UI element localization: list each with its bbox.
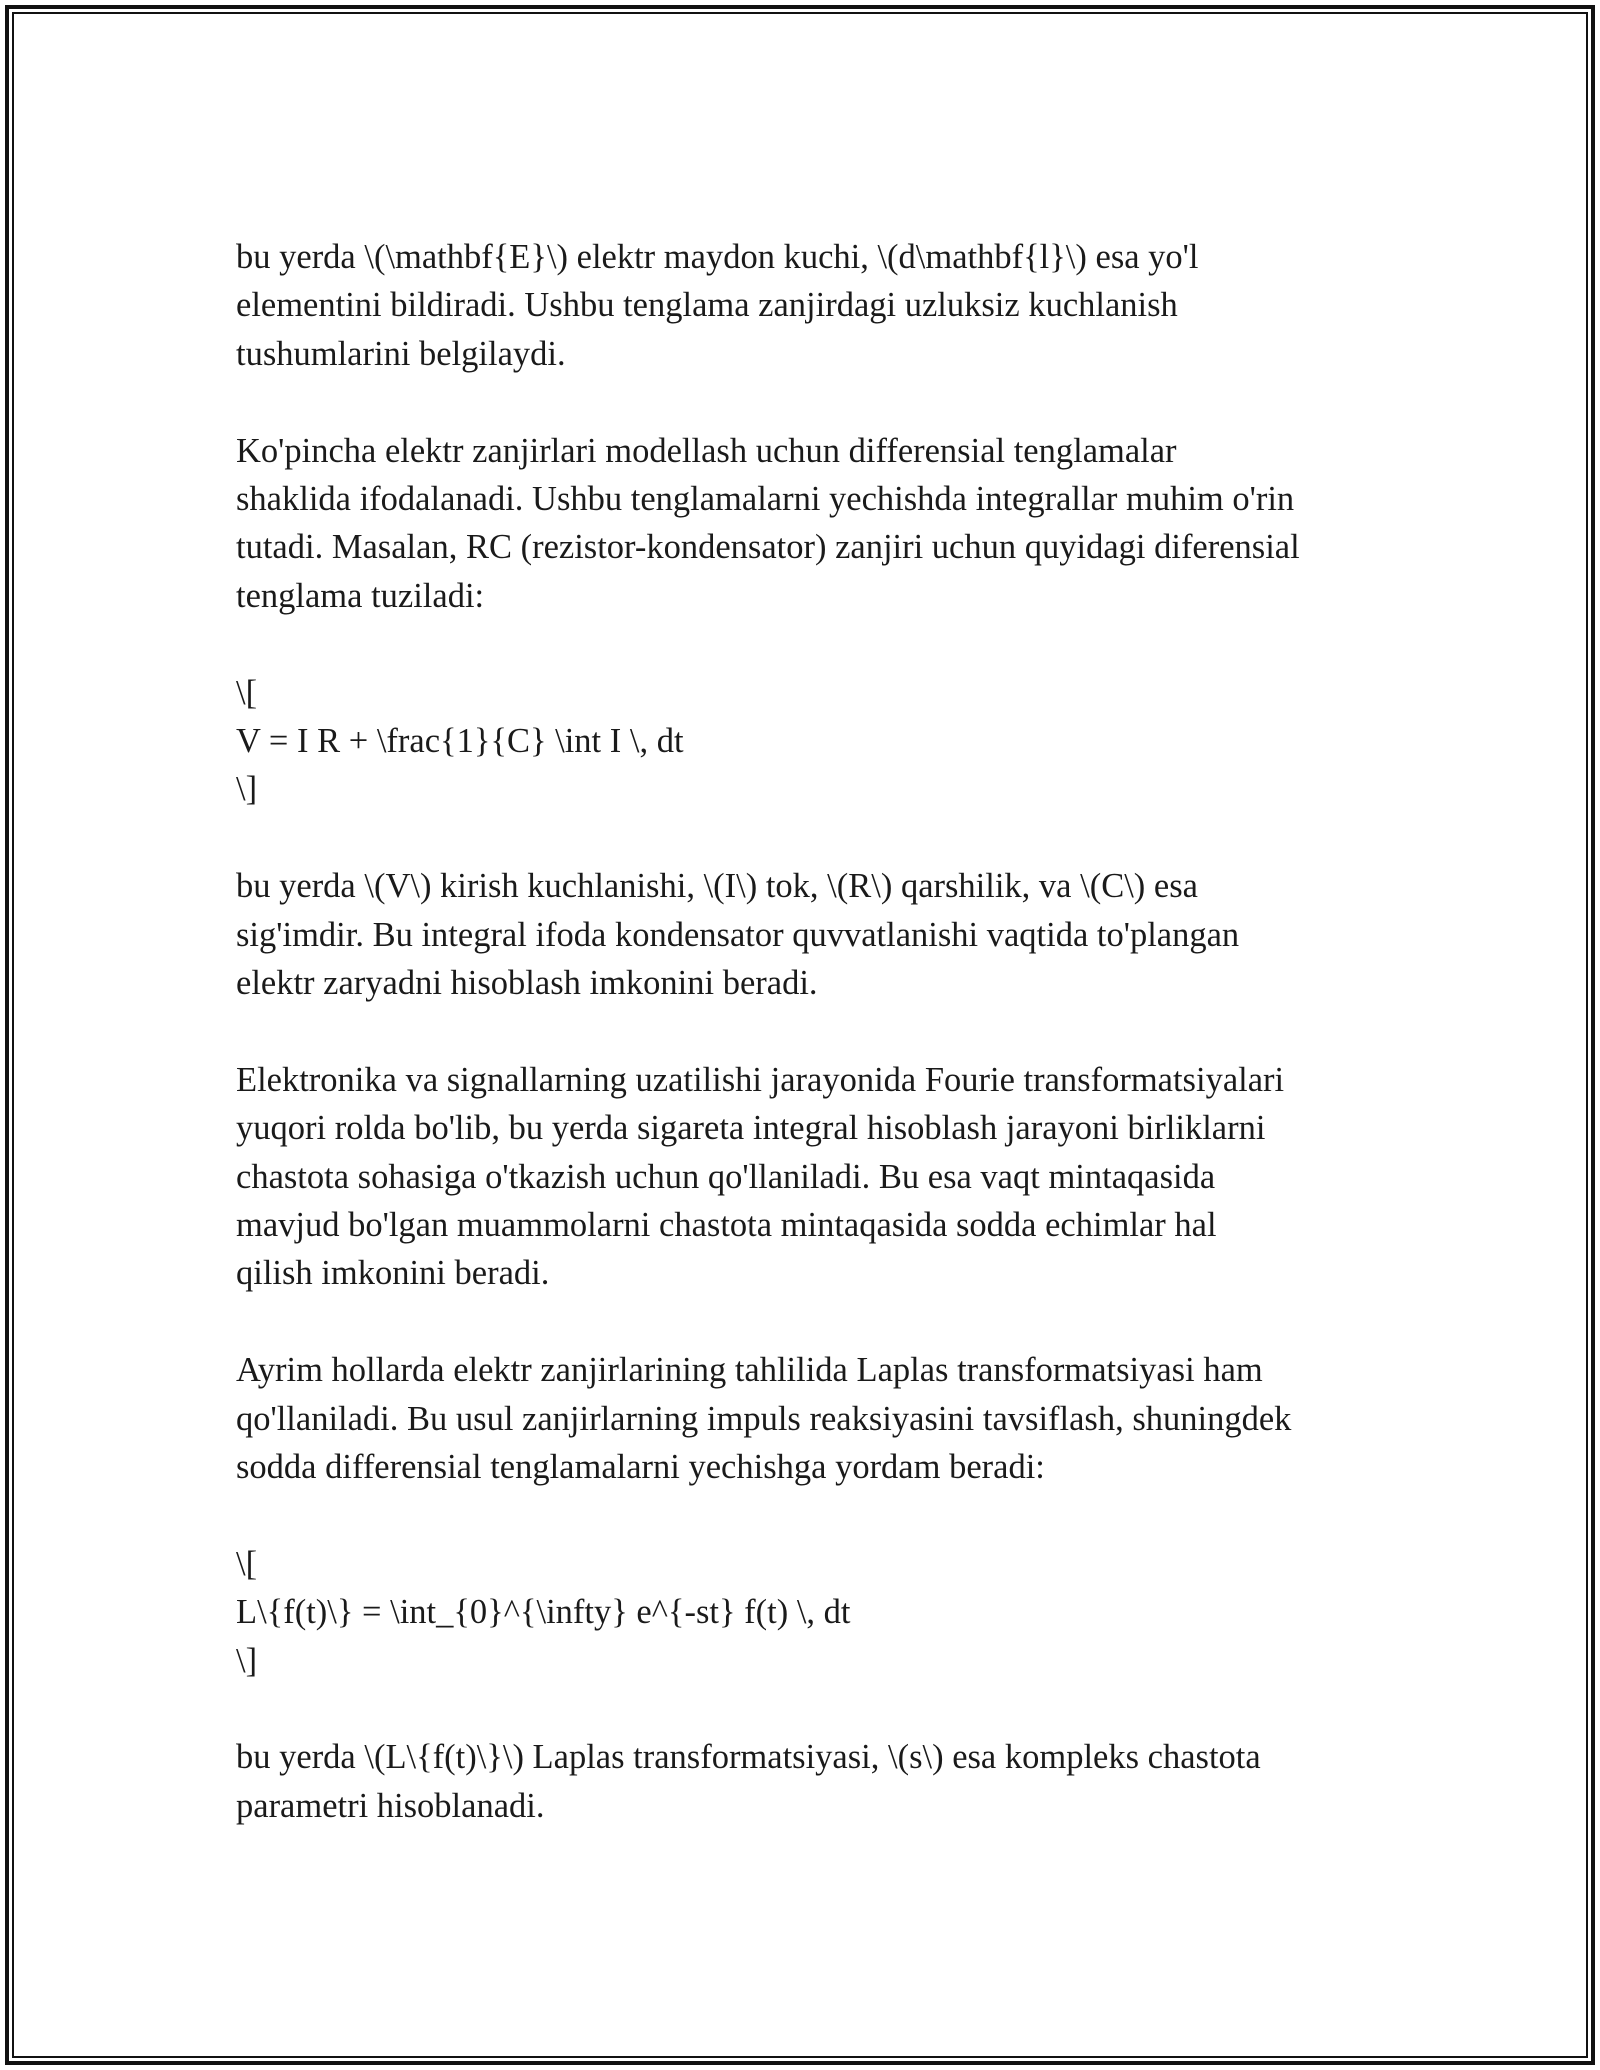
- paragraph-differential-equations: [236, 427, 1386, 621]
- text-line: bu yerda \(\mathbf{E}\) elektr maydon kuchi, \(d\mathbf{l}\) esa yo'l: [236, 238, 1199, 276]
- text-line: elementini bildiradi. Ushbu tenglama zanjirdagi uzluksiz kuchlanish: [236, 286, 1178, 325]
- equation-line: \[: [236, 673, 258, 712]
- paragraph-fourier: [236, 1056, 1386, 1298]
- text-line: Ayrim hollarda elektr zanjirlarining tahlilida Laplas transformatsiyasi ham: [236, 1351, 1263, 1390]
- text-line: Elektronika va signallarning uzatilishi jarayonida Fourie transformatsiyalari: [236, 1060, 1285, 1099]
- paragraph-field-definition: [236, 233, 1386, 378]
- text-line: tushumlarini belgilaydi.: [236, 334, 566, 373]
- document-body: [236, 233, 1386, 1830]
- text-line: yuqori rolda bo'lib, bu yerda sigareta integral hisoblash jarayoni birliklarni: [236, 1109, 1266, 1148]
- paragraph-laplace-intro: [236, 1346, 1386, 1491]
- equation-line: \[: [236, 1544, 258, 1583]
- text-line: qo'llaniladi. Bu usul zanjirlarning impuls reaksiyasini tavsiflash, shuningdek: [236, 1399, 1292, 1438]
- text-line: tenglama tuziladi:: [236, 576, 485, 615]
- paragraph-laplace-variables: [236, 1733, 1386, 1830]
- text-line: qilish imkonini beradi.: [236, 1254, 550, 1293]
- equation-rc-circuit: [236, 669, 1386, 814]
- paragraph-rc-variables: [236, 862, 1386, 1007]
- text-line: tutadi. Masalan, RC (rezistor-kondensator) zanjiri uchun quyidagi diferensial: [236, 528, 1300, 567]
- text-line: Ko'pincha elektr zanjirlari modellash uchun differensial tenglamalar: [236, 431, 1177, 470]
- text-line: bu yerda \(V\) kirish kuchlanishi, \(I\) tok, \(R\) qarshilik, va \(C\) esa: [236, 867, 1198, 906]
- text-line: parametri hisoblanadi.: [236, 1786, 545, 1825]
- equation-line: V = I R + \frac{1}{C} \int I \, dt: [236, 722, 684, 761]
- text-line: sig'imdir. Bu integral ifoda kondensator quvvatlanishi vaqtida to'plangan: [236, 915, 1240, 954]
- text-line: mavjud bo'lgan muammolarni chastota mintaqasida sodda echimlar hal: [236, 1206, 1217, 1245]
- text-line: shaklida ifodalanadi. Ushbu tenglamalarni yechishda integrallar muhim o'rin: [236, 480, 1295, 519]
- equation-line: \]: [236, 1641, 258, 1680]
- text-line: bu yerda \(L\{f(t)\}\) Laplas transformatsiyasi, \(s\) esa kompleks chastota: [236, 1738, 1261, 1777]
- equation-line: \]: [236, 770, 258, 809]
- text-line: elektr zaryadni hisoblash imkonini beradi.: [236, 964, 818, 1003]
- text-line: chastota sohasiga o'tkazish uchun qo'llaniladi. Bu esa vaqt mintaqasida: [236, 1157, 1216, 1196]
- text-line: sodda differensial tenglamalarni yechishga yordam beradi:: [236, 1448, 1045, 1487]
- equation-laplace: [236, 1540, 1386, 1685]
- equation-line: L\{f(t)\} = \int_{0}^{\infty} e^{-st} f(t) \, dt: [236, 1593, 851, 1632]
